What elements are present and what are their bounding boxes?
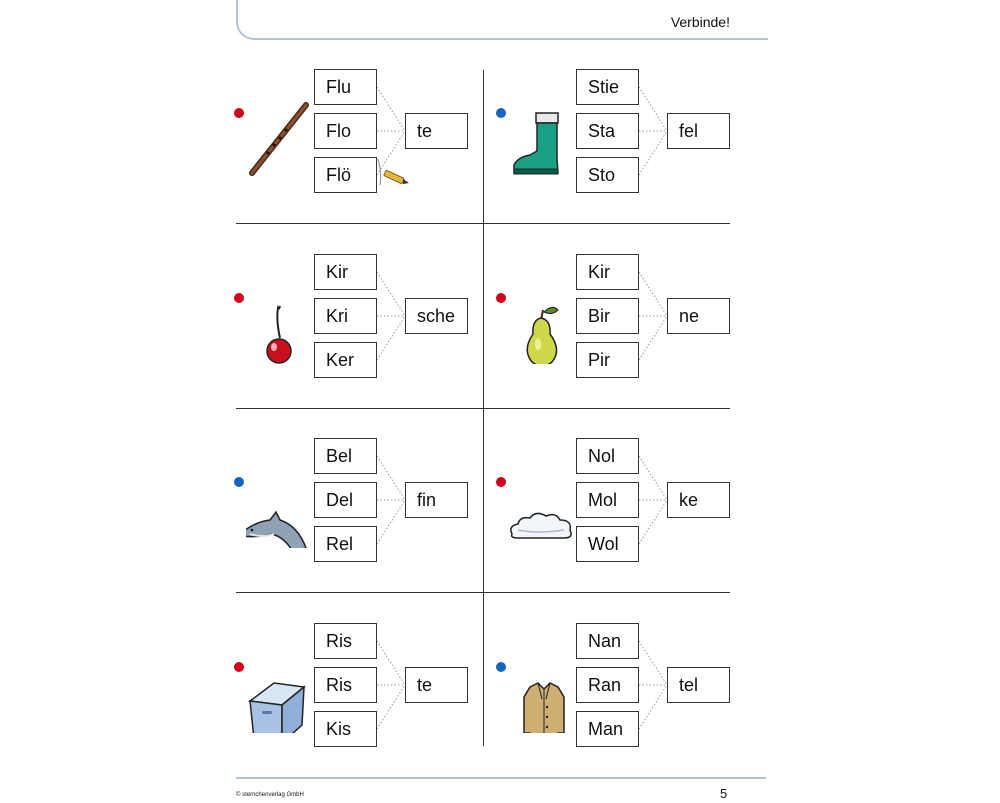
syllable-box[interactable]: Man (576, 711, 639, 747)
exercise-cell (498, 69, 744, 249)
exercise-cell (236, 254, 482, 434)
cherry-picture (246, 284, 316, 364)
syllable-box[interactable]: Stie (576, 69, 639, 105)
pencil-icon (376, 157, 412, 189)
coat-picture (508, 653, 578, 733)
difficulty-dot (496, 477, 506, 487)
ending-box[interactable]: ne (667, 298, 730, 334)
exercise-cell (498, 623, 744, 803)
difficulty-dot (234, 662, 244, 672)
ending-box[interactable]: te (405, 113, 468, 149)
connector-lines (639, 69, 667, 193)
syllable-box[interactable]: Kis (314, 711, 377, 747)
ending-box[interactable]: ke (667, 482, 730, 518)
connector-lines (377, 623, 405, 747)
difficulty-dot (496, 293, 506, 303)
syllable-box[interactable]: Kri (314, 298, 377, 334)
cloud-picture (508, 468, 578, 548)
ending-box[interactable]: fin (405, 482, 468, 518)
syllable-box[interactable]: Ran (576, 667, 639, 703)
difficulty-dot (496, 108, 506, 118)
pear-picture (508, 284, 578, 364)
exercise-cell (498, 254, 744, 434)
ending-box[interactable]: sche (405, 298, 468, 334)
syllable-box[interactable]: Nan (576, 623, 639, 659)
page-number: 5 (720, 786, 728, 801)
exercise-cell (498, 438, 744, 618)
dolphin-picture (246, 468, 316, 548)
syllable-box[interactable]: Kir (314, 254, 377, 290)
difficulty-dot (234, 293, 244, 303)
connector-lines (639, 254, 667, 378)
ending-box[interactable]: te (405, 667, 468, 703)
syllable-box[interactable]: Sto (576, 157, 639, 193)
copyright-text: © sternchenverlag GmbH (236, 792, 304, 798)
syllable-box[interactable]: Mol (576, 482, 639, 518)
syllable-box[interactable]: Nol (576, 438, 639, 474)
syllable-box[interactable]: Ris (314, 623, 377, 659)
recorder-flute-picture (246, 99, 316, 179)
connector-lines (639, 438, 667, 562)
difficulty-dot (234, 477, 244, 487)
difficulty-dot (234, 108, 244, 118)
syllable-box[interactable]: Sta (576, 113, 639, 149)
footer-rule (236, 777, 766, 779)
syllable-box[interactable]: Ris (314, 667, 377, 703)
exercise-cell (236, 623, 482, 803)
syllable-box[interactable]: Bir (576, 298, 639, 334)
crate-picture (246, 653, 316, 733)
syllable-box[interactable]: Kir (576, 254, 639, 290)
syllable-box[interactable]: Flu (314, 69, 377, 105)
exercise-cell (236, 69, 482, 249)
boot-picture (508, 99, 578, 179)
syllable-box[interactable]: Wol (576, 526, 639, 562)
connector-lines (377, 438, 405, 562)
syllable-box[interactable]: Flö (314, 157, 377, 193)
ending-box[interactable]: tel (667, 667, 730, 703)
syllable-box[interactable]: Del (314, 482, 377, 518)
ending-box[interactable]: fel (667, 113, 730, 149)
exercise-cell (236, 438, 482, 618)
difficulty-dot (496, 662, 506, 672)
syllable-box[interactable]: Flo (314, 113, 377, 149)
syllable-box[interactable]: Ker (314, 342, 377, 378)
connector-lines (639, 623, 667, 747)
syllable-box[interactable]: Pir (576, 342, 639, 378)
syllable-box[interactable]: Bel (314, 438, 377, 474)
page-title: Verbinde! (670, 14, 730, 30)
syllable-box[interactable]: Rel (314, 526, 377, 562)
connector-lines (377, 254, 405, 378)
